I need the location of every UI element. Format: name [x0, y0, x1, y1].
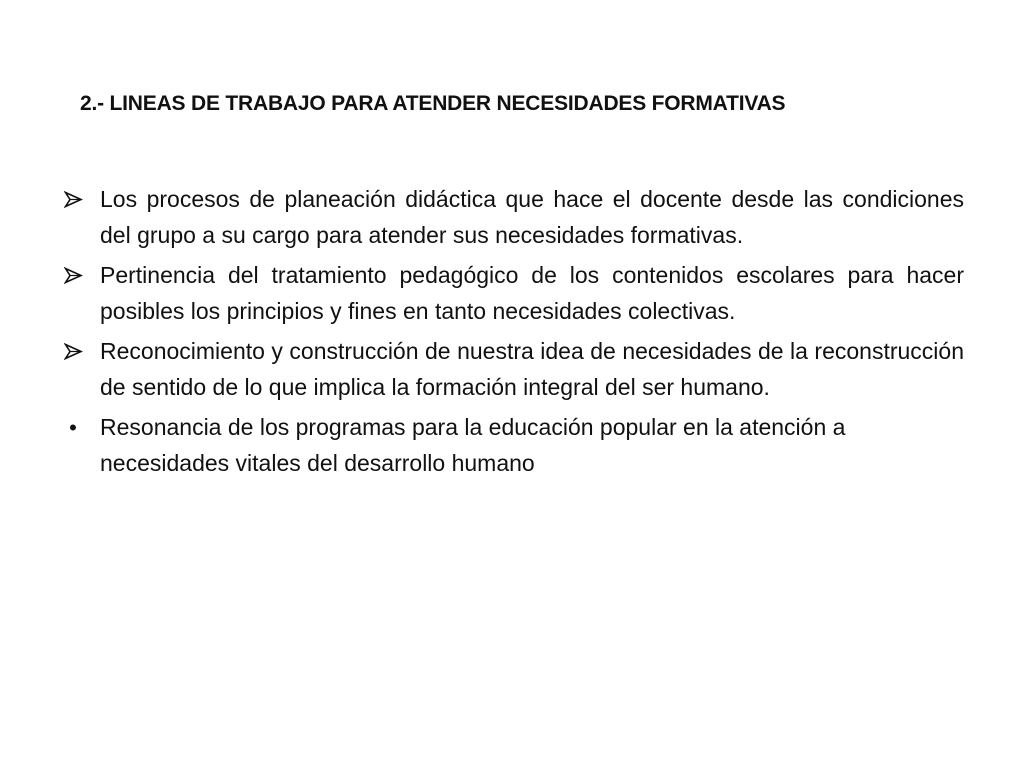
list-item [58, 410, 964, 481]
list-item-text: Los procesos de planeación didáctica que hace el docente desde las condiciones del grupo a su cargo para atender sus necesidades formativas. [100, 186, 964, 248]
list-item [58, 258, 964, 329]
list-item-text: Pertinencia del tratamiento pedagógico de los contenidos escolares para hacer posibles los principios y fines en tanto necesidades colectivas. [100, 262, 964, 324]
list-item [58, 182, 964, 253]
arrowhead-bullet-icon [58, 258, 88, 293]
list-item-text: Reconocimiento y construcción de nuestra idea de necesidades de la reconstrucción de sentido de lo que implica la formación integral del ser humano. [100, 338, 964, 400]
arrowhead-bullet-icon [58, 334, 88, 369]
list-item-text: Resonancia de los programas para la educación popular en la atención a necesidades vitales del desarrollo humano [100, 414, 846, 476]
arrowhead-bullet-icon [58, 182, 88, 217]
list-item [58, 334, 964, 405]
slide-title: 2.- LINEAS DE TRABAJO PARA ATENDER NECESIDADES FORMATIVAS [80, 92, 786, 115]
dot-bullet-icon: • [69, 415, 77, 440]
bullet-list [58, 182, 964, 486]
